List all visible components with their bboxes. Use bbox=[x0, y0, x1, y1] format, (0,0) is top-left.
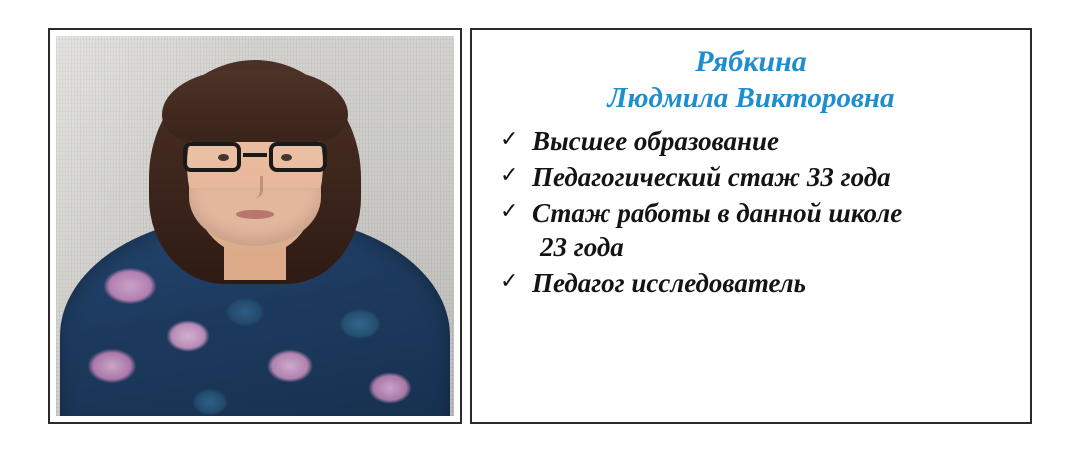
mouth bbox=[236, 210, 274, 219]
eyeglasses-icon bbox=[181, 142, 329, 174]
list-item bbox=[494, 266, 1008, 301]
nose bbox=[247, 176, 263, 198]
teacher-profile-card bbox=[48, 28, 1032, 424]
check-icon: ✓ bbox=[500, 268, 519, 294]
glasses-bridge bbox=[243, 153, 267, 157]
hair-fringe bbox=[162, 70, 348, 142]
check-icon: ✓ bbox=[500, 197, 519, 223]
person-surname: Рябкина bbox=[695, 45, 807, 78]
list-item bbox=[494, 160, 1008, 195]
fact-text: Педагог исследователь bbox=[532, 268, 806, 299]
fact-text: Стаж работы в данной школе bbox=[532, 197, 903, 228]
photo-panel bbox=[48, 28, 462, 424]
list-item bbox=[494, 124, 1008, 159]
fact-text: Педагогический стаж 33 года bbox=[532, 161, 891, 192]
facts-list bbox=[494, 124, 1008, 301]
person-name bbox=[494, 44, 1008, 116]
list-item bbox=[494, 196, 1008, 266]
check-icon: ✓ bbox=[500, 125, 519, 151]
info-panel bbox=[470, 28, 1032, 424]
person-given-name: Людмила Викторовна bbox=[607, 81, 895, 114]
fact-text: Высшее образование bbox=[532, 125, 779, 156]
lens-left bbox=[183, 142, 241, 172]
check-icon: ✓ bbox=[500, 161, 519, 187]
lens-right bbox=[269, 142, 327, 172]
portrait-photo bbox=[56, 36, 454, 416]
fact-text-continuation: 23 года bbox=[540, 232, 624, 263]
